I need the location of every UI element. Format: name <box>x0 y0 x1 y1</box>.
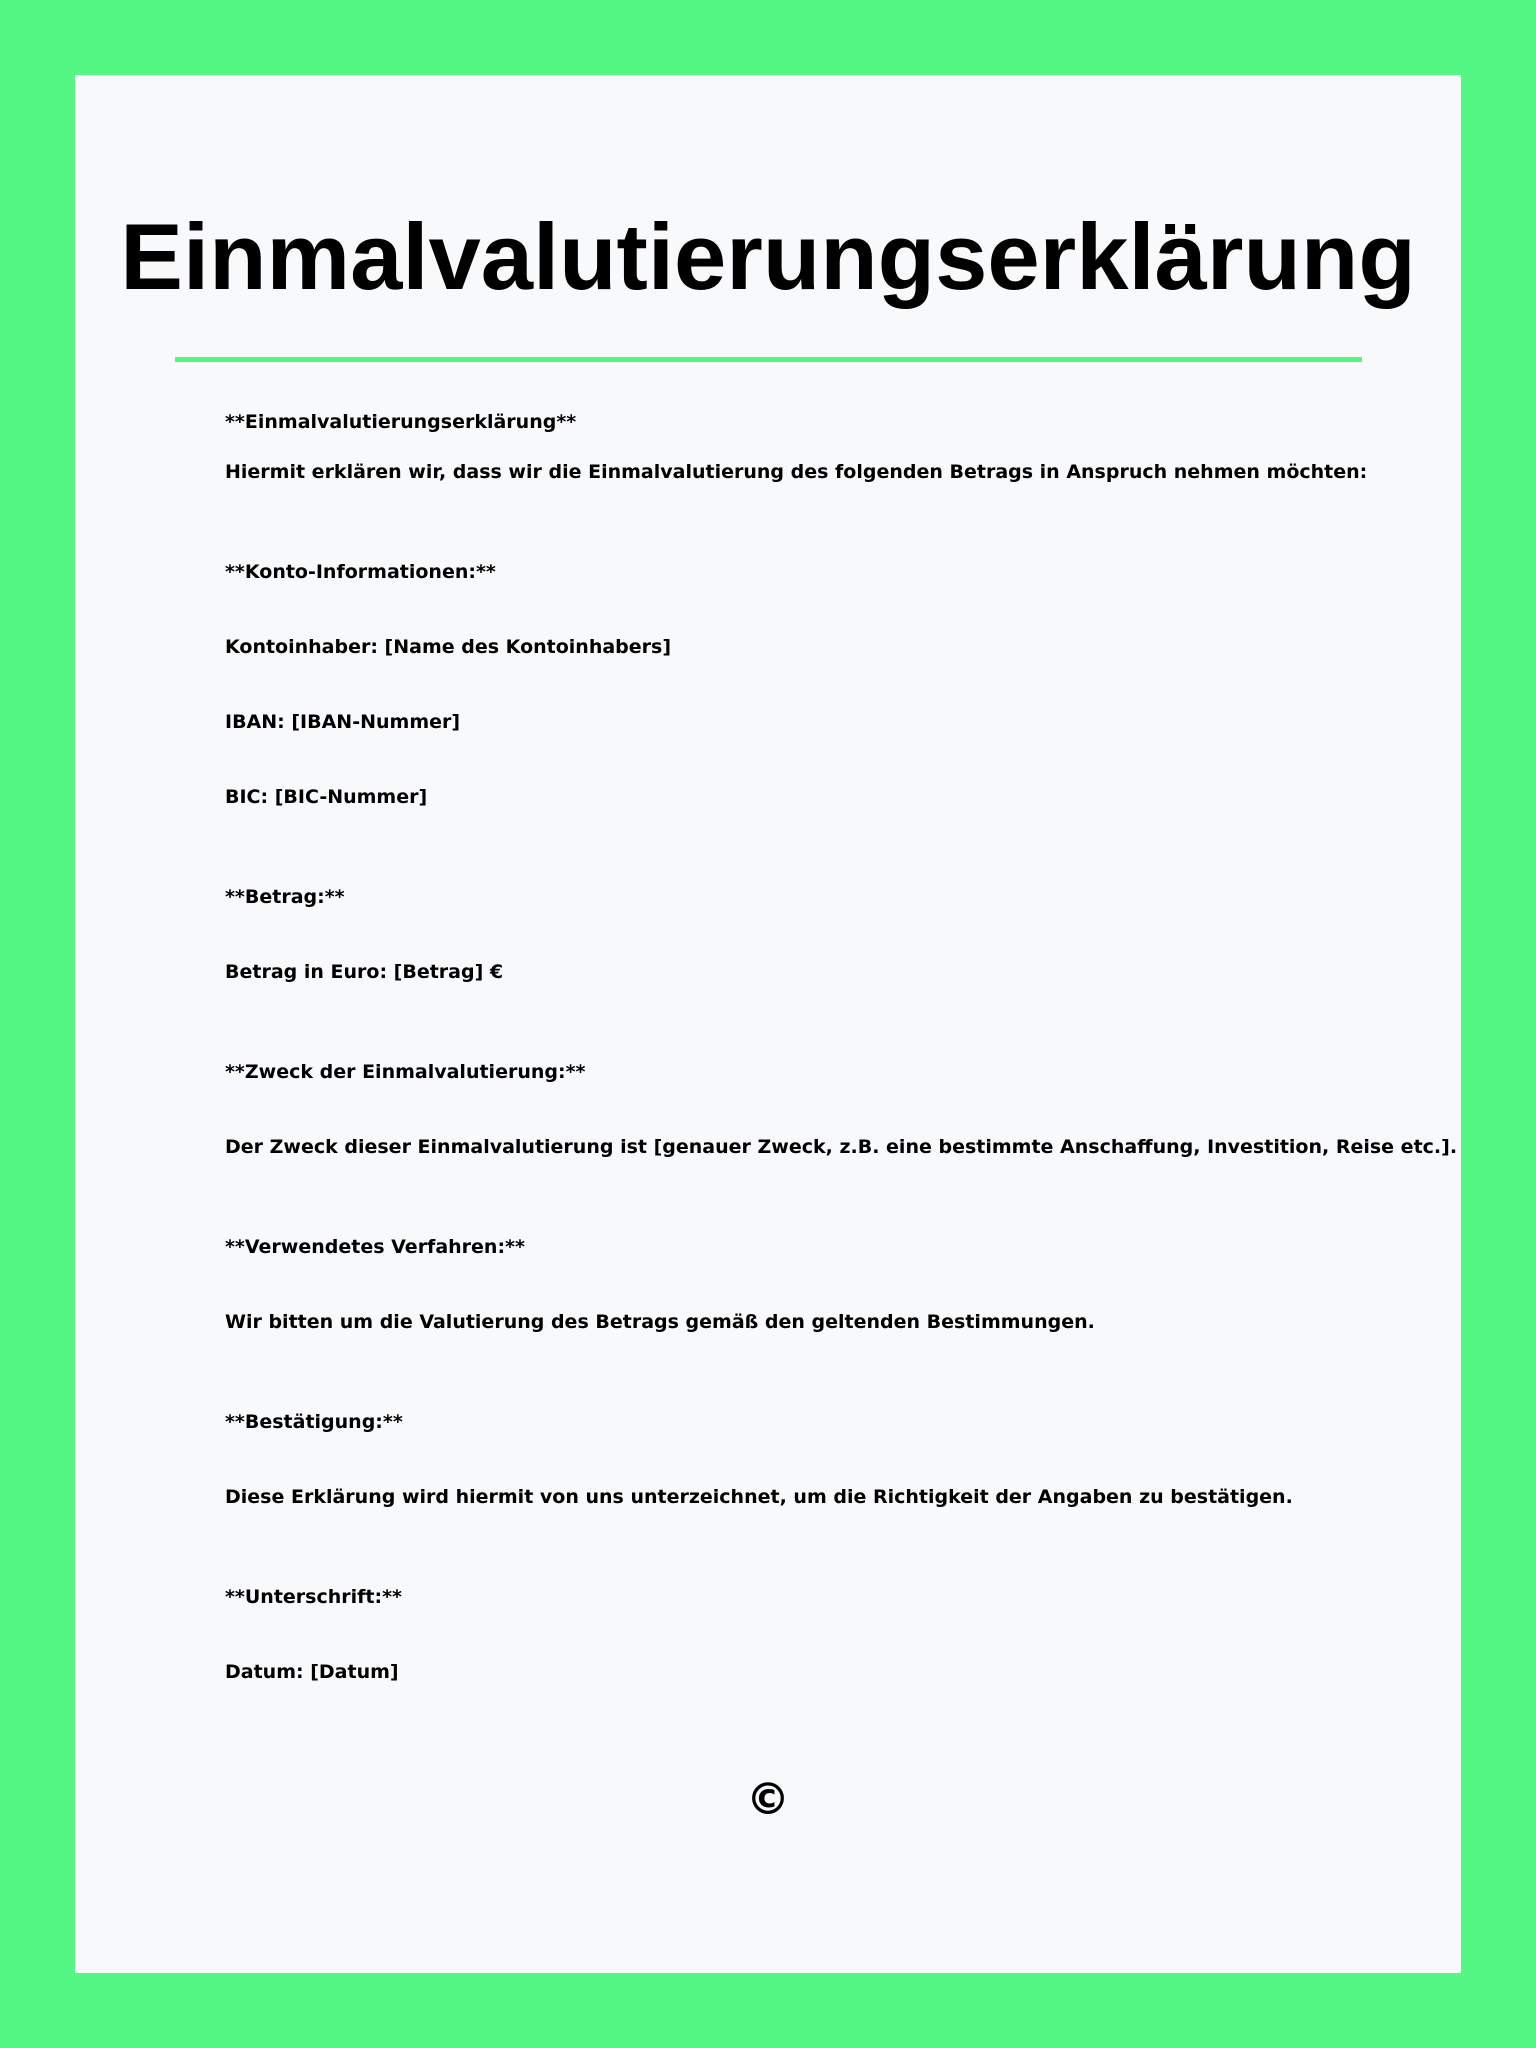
section-heading-purpose: **Zweck der Einmalvalutierung:** <box>225 1061 586 1083</box>
section-heading-procedure: **Verwendetes Verfahren:** <box>225 1236 525 1258</box>
field-iban: IBAN: [IBAN-Nummer] <box>225 711 461 733</box>
copyright-icon: © <box>746 1774 790 1825</box>
field-amount-euro: Betrag in Euro: [Betrag] € <box>225 961 504 983</box>
confirmation-paragraph: Diese Erklärung wird hiermit von uns unterzeichnet, um die Richtigkeit der Angaben zu bestätigen. <box>225 1486 1293 1508</box>
section-heading-signature: **Unterschrift:** <box>225 1586 402 1608</box>
section-heading-confirmation: **Bestätigung:** <box>225 1411 403 1433</box>
section-heading-declaration: **Einmalvalutierungserklärung** <box>225 411 577 433</box>
title-divider <box>175 357 1362 362</box>
section-heading-amount: **Betrag:** <box>225 886 345 908</box>
field-date: Datum: [Datum] <box>225 1661 399 1683</box>
procedure-paragraph: Wir bitten um die Valutierung des Betrags gemäß den geltenden Bestimmungen. <box>225 1311 1095 1333</box>
section-heading-account-info: **Konto-Informationen:** <box>225 561 496 583</box>
document-title: Einmalvalutierungserklärung <box>120 204 1416 309</box>
intro-paragraph: Hiermit erklären wir, dass wir die Einmalvalutierung des folgenden Betrags in Anspruch nehmen möchten: <box>225 461 1368 483</box>
field-bic: BIC: [BIC-Nummer] <box>225 786 428 808</box>
field-account-holder: Kontoinhaber: [Name des Kontoinhabers] <box>225 636 672 658</box>
purpose-paragraph: Der Zweck dieser Einmalvalutierung ist [genauer Zweck, z.B. eine bestimmte Anschaffung, Investition, Reise etc.]. <box>225 1136 1458 1158</box>
